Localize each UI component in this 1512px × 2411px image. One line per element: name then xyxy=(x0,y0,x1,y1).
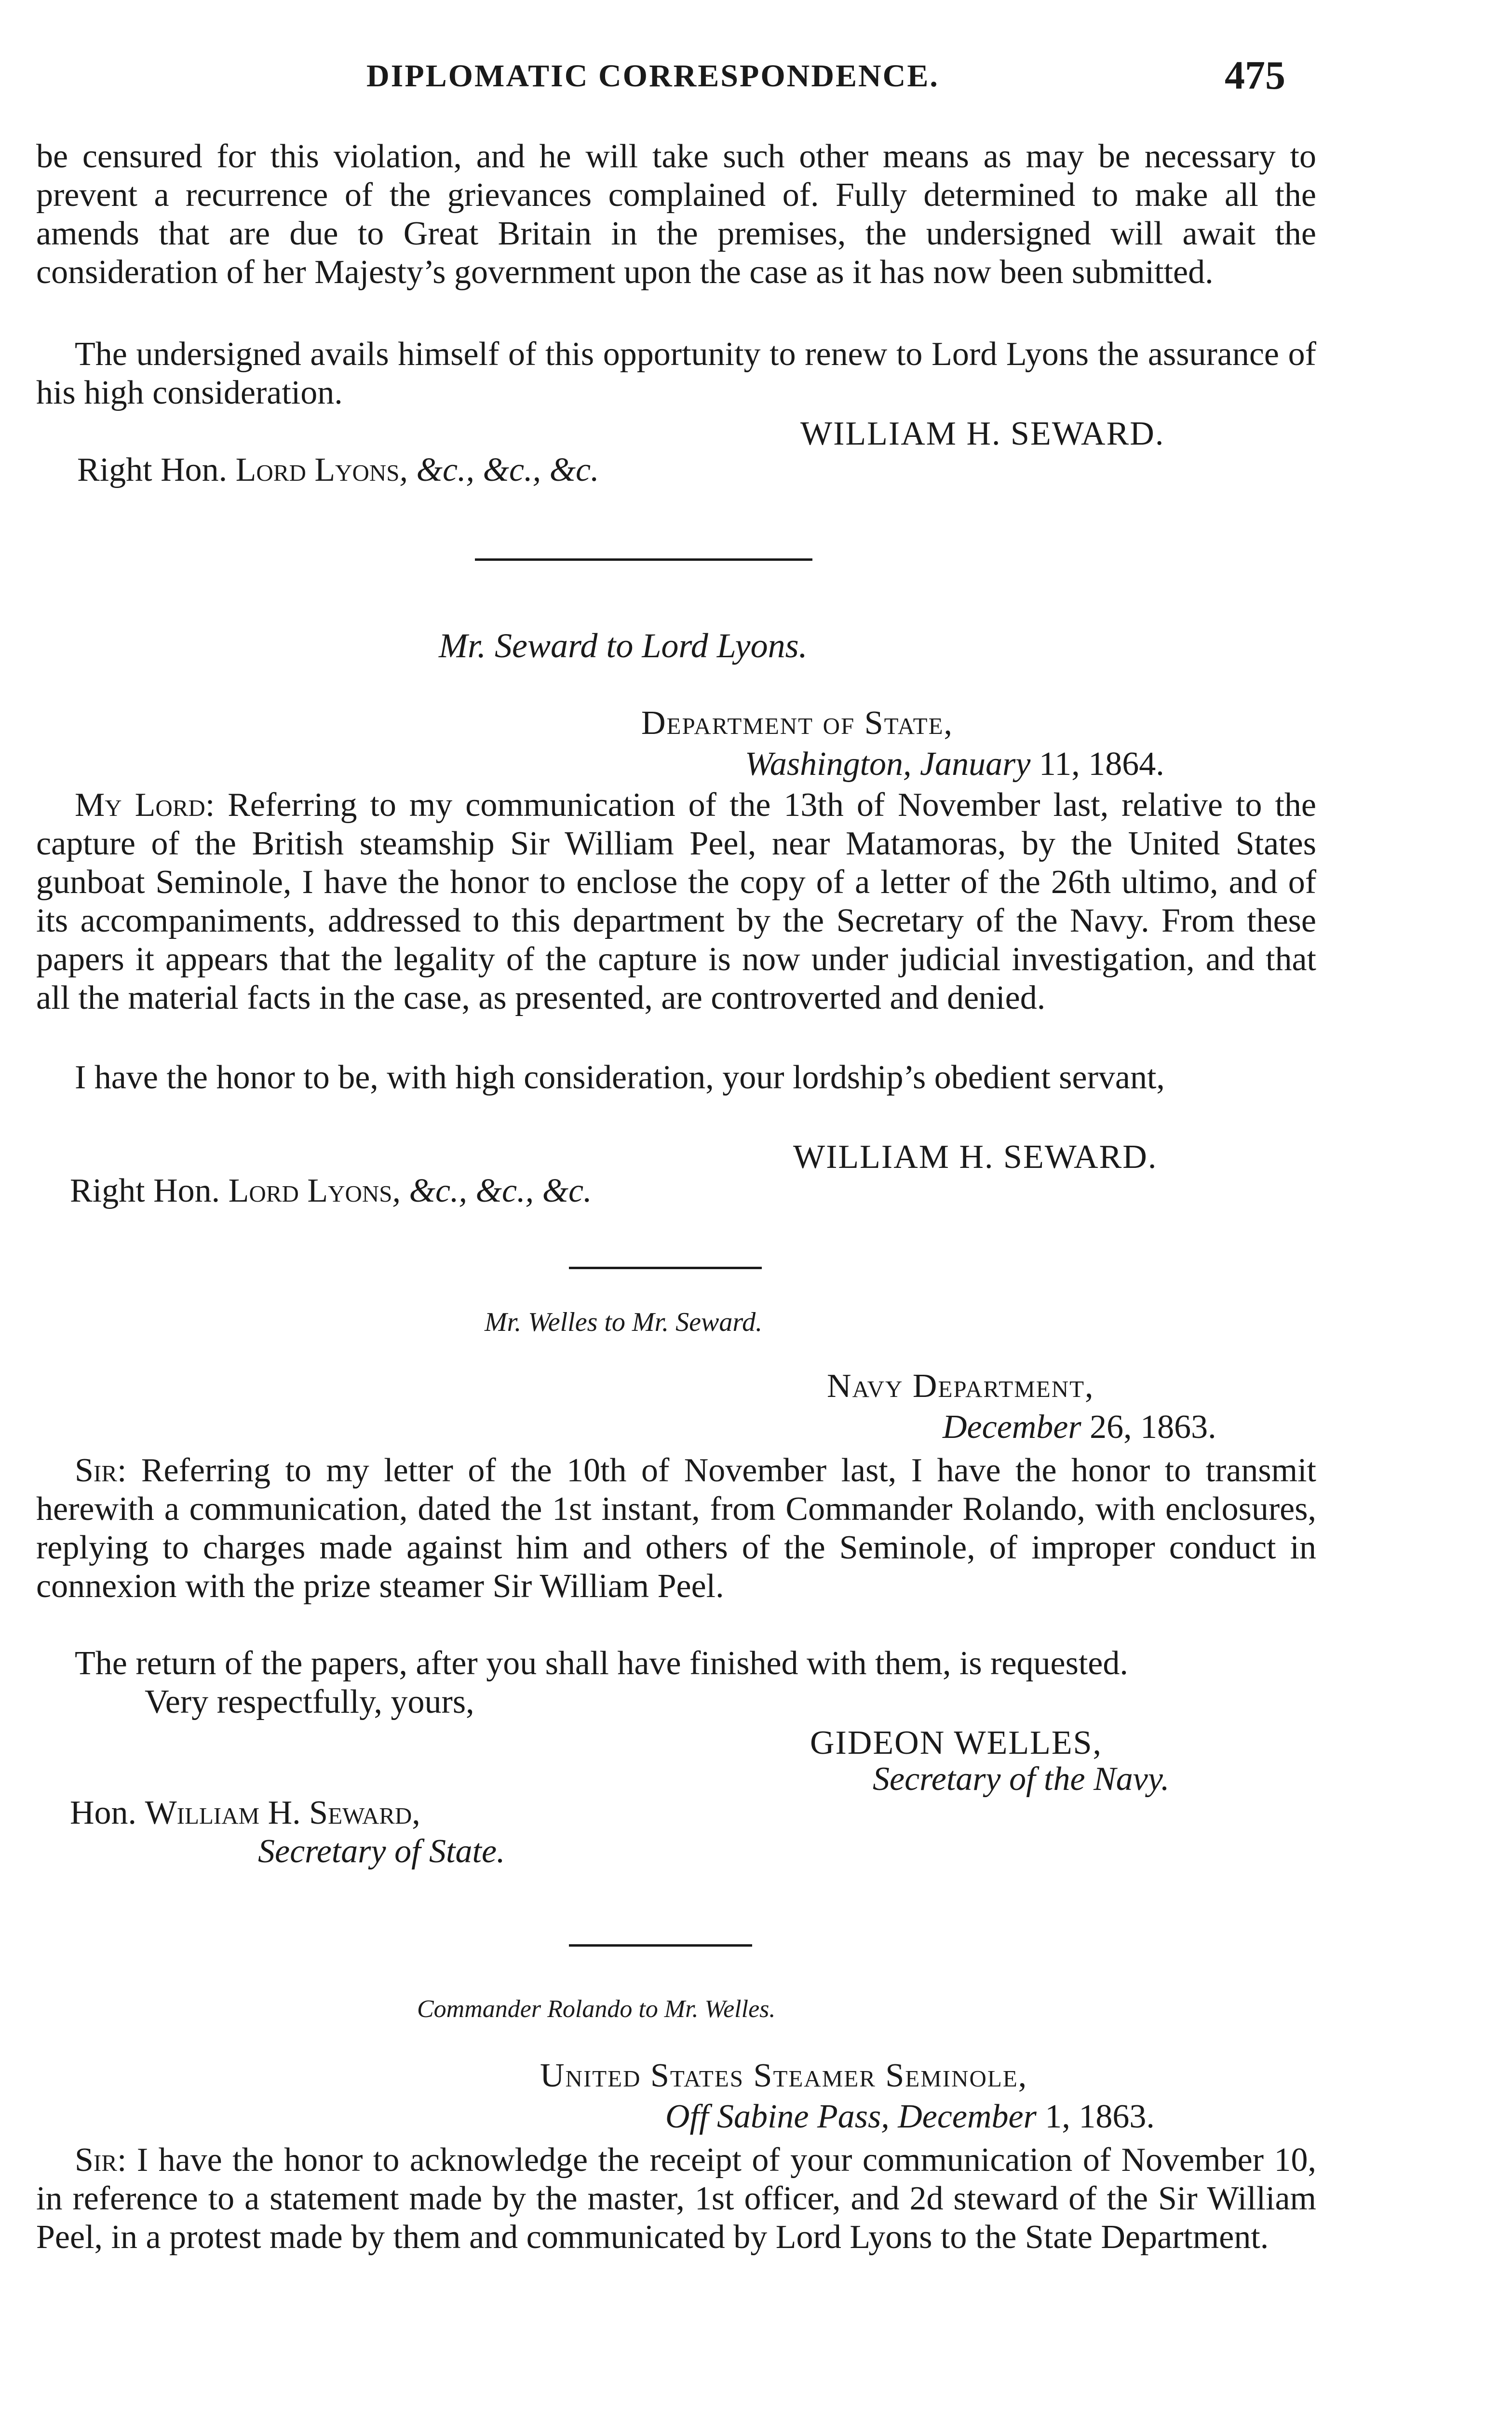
addressee-name: Lord Lyons xyxy=(235,451,400,488)
letter-2-place: Department of State, xyxy=(641,704,954,742)
letter-1-paragraph-2: The undersigned avails himself of this opportunity to renew to Lord Lyons the assurance of his high consideration. xyxy=(36,336,1316,411)
letter-2-signature: WILLIAM H. SEWARD. xyxy=(793,1138,1158,1176)
letter-2-paragraph-1 xyxy=(36,786,1316,1017)
page-number: 475 xyxy=(1225,53,1285,98)
addressee-prefix: Right Hon. xyxy=(77,451,228,488)
date-italic: Off Sabine Pass, December xyxy=(665,2098,1037,2135)
letter-2-paragraph-2: I have the honor to be, with high consideration, your lordship’s obedient servant, xyxy=(75,1059,1165,1096)
letter-3-place: Navy Department, xyxy=(827,1368,1094,1405)
addressee-prefix: Hon. xyxy=(70,1794,137,1831)
letter-1-addressee xyxy=(77,451,599,489)
letter-3-signature-title: Secretary of the Navy. xyxy=(873,1761,1170,1798)
section-divider xyxy=(475,558,812,561)
date-rest: 11, 1864. xyxy=(1030,745,1164,783)
date-rest: 26, 1863. xyxy=(1081,1409,1216,1446)
letter-3-paragraph-2: The return of the papers, after you shall have finished with them, is requested. xyxy=(75,1645,1128,1682)
paragraph-text: : I have the honor to acknowledge the receipt of your communication of November 10, in reference to a statement made by the master, 1st officer, and 2d steward of the Sir William Peel, in a protest made by them and communicated by Lord Lyons to the State Department. xyxy=(36,2141,1316,2256)
letter-3-addressee xyxy=(70,1794,420,1832)
addressee-etc: , &c., &c., &c. xyxy=(399,451,599,488)
running-header xyxy=(0,53,1512,111)
letter-2-addressee xyxy=(70,1172,592,1210)
date-italic: Washington, January xyxy=(745,745,1031,783)
letter-1-paragraph-1: be censured for this violation, and he will take such other means as may be necessary to prevent a recurrence of the grievances complained of. Fully determined to make all the amends that are due to Great Britain in the premises, the undersigned will await the consideration of her Majesty’s government upon the case as it has now been submitted. xyxy=(36,138,1316,291)
letter-4-heading: Commander Rolando to Mr. Welles. xyxy=(417,1995,776,2023)
addressee-name: Lord Lyons xyxy=(228,1172,392,1209)
addressee-etc: , &c., &c., &c. xyxy=(392,1172,592,1209)
letter-3-signature: GIDEON WELLES, xyxy=(810,1724,1103,1761)
letter-4-date xyxy=(665,2098,1155,2136)
salutation: Sir xyxy=(75,2141,117,2179)
letter-3-paragraph-1 xyxy=(36,1451,1316,1606)
date-italic: December xyxy=(943,1409,1081,1446)
letter-1-signature: WILLIAM H. SEWARD. xyxy=(800,415,1165,452)
letter-3-heading: Mr. Welles to Mr. Seward. xyxy=(485,1307,763,1337)
section-divider xyxy=(569,1267,762,1269)
letter-4-paragraph-1 xyxy=(36,2141,1316,2257)
letter-2-heading: Mr. Seward to Lord Lyons. xyxy=(439,626,808,665)
paragraph-text: : Referring to my letter of the 10th of November last, I have the honor to transmit herewith a communication, dated the 1st instant, from Commander Rolando, with enclosures, replying to charges made against him and others of the Seminole, of improper conduct in connexion with the prize steamer Sir William Peel. xyxy=(36,1452,1316,1605)
running-title: DIPLOMATIC CORRESPONDENCE. xyxy=(366,58,939,94)
salutation: Sir xyxy=(75,1452,117,1489)
section-divider xyxy=(569,1944,752,1947)
letter-3-closing: Very respectfully, yours, xyxy=(145,1683,474,1720)
letter-2-date xyxy=(745,745,1164,784)
letter-4-place: United States Steamer Seminole, xyxy=(540,2057,1028,2094)
paragraph-text: : Referring to my communication of the 13th of November last, relative to the capture of the British steamship Sir William Peel, near Matamoras, by the United States gunboat Seminole, I have the honor to enclose the copy of a letter of the 26th ultimo, and of its accompaniments, addressed to this department by the Secretary of the Navy. From these papers it appears that the legality of the capture is now under judicial investigation, and that all the material facts in the case, as presented, are controverted and denied. xyxy=(36,786,1316,1016)
letter-3-date xyxy=(943,1408,1216,1447)
date-rest: 1, 1863. xyxy=(1036,2098,1155,2135)
addressee-prefix: Right Hon. xyxy=(70,1172,220,1209)
letter-3-addressee-title: Secretary of State. xyxy=(258,1833,505,1870)
addressee-name: William H. Seward, xyxy=(145,1794,420,1831)
salutation: My Lord xyxy=(75,786,205,824)
